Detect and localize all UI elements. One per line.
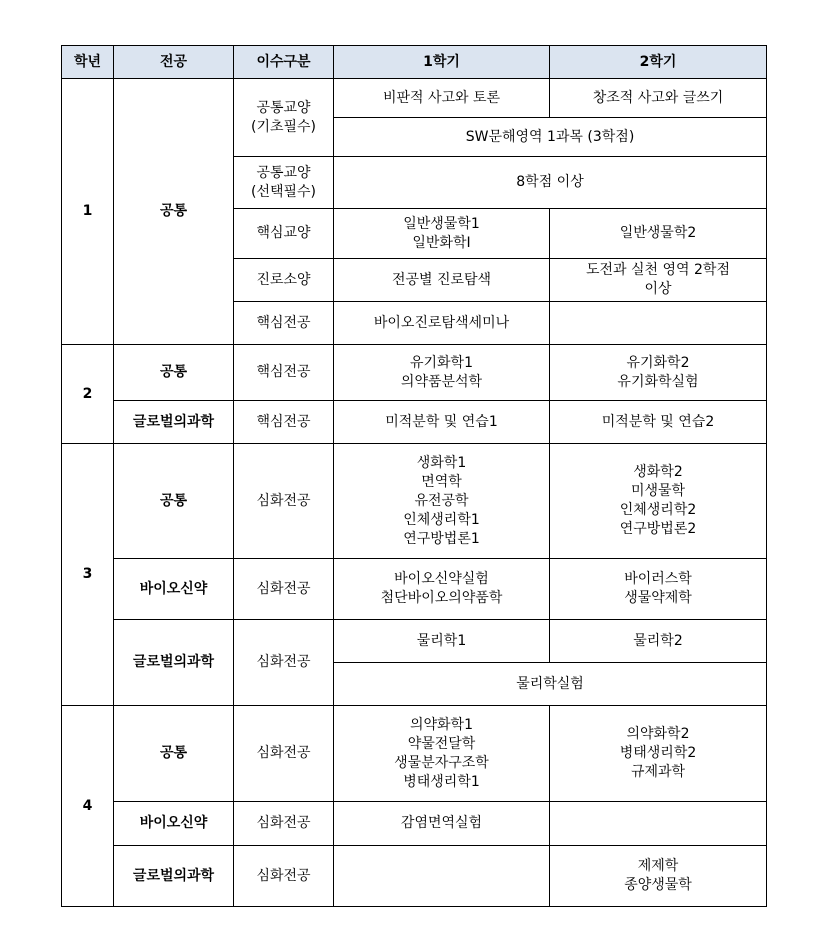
major-cell: 공통 [114,444,234,559]
semester-1-cell: 감염면역실험 [334,802,550,846]
major-cell: 공통 [114,706,234,802]
semester-1-cell: 일반생물학1 일반화학Ⅰ [334,209,550,259]
semester-1-cell: 유기화학1 의약품분석학 [334,345,550,401]
category-cell: 심화전공 [234,802,334,846]
category-cell: 심화전공 [234,706,334,802]
category-cell: 심화전공 [234,846,334,907]
semester-2-cell: 제제학 종양생물학 [550,846,767,907]
category-cell: 핵심전공 [234,302,334,345]
major-cell: 글로벌의과학 [114,846,234,907]
combined-semester-cell: SW문해영역 1과목 (3학점) [334,118,767,157]
semester-2-cell: 도전과 실천 영역 2학점 이상 [550,259,767,302]
semester-2-cell: 유기화학2 유기화학실험 [550,345,767,401]
category-cell: 심화전공 [234,559,334,620]
semester-2-cell: 의약화학2 병태생리학2 규제과학 [550,706,767,802]
semester-1-cell: 전공별 진로탐색 [334,259,550,302]
grade-cell: 4 [62,706,114,907]
semester-2-cell: 생화학2 미생물학 인체생리학2 연구방법론2 [550,444,767,559]
combined-semester-cell: 8학점 이상 [334,157,767,209]
category-cell: 심화전공 [234,444,334,559]
table-row [62,345,767,401]
semester-1-cell: 물리학1 [334,620,550,663]
grade-cell: 2 [62,345,114,444]
semester-1-cell: 비판적 사고와 토론 [334,79,550,118]
category-cell: 공통교양 (기초필수) [234,79,334,157]
semester-2-cell [550,802,767,846]
header-grade: 학년 [62,46,114,79]
major-cell: 글로벌의과학 [114,620,234,706]
table-row [62,620,767,663]
header-major: 전공 [114,46,234,79]
semester-2-cell: 바이러스학 생물약제학 [550,559,767,620]
semester-1-cell: 바이오진로탐색세미나 [334,302,550,345]
header-semester-1: 1학기 [334,46,550,79]
table-row [62,79,767,118]
curriculum-table [61,45,767,907]
table-row [62,846,767,907]
table-row [62,706,767,802]
semester-2-cell: 일반생물학2 [550,209,767,259]
header-row [62,46,767,79]
header-semester-2: 2학기 [550,46,767,79]
semester-2-cell: 미적분학 및 연습2 [550,401,767,444]
semester-1-cell: 의약화학1 약물전달학 생물분자구조학 병태생리학1 [334,706,550,802]
category-cell: 핵심교양 [234,209,334,259]
table-row [62,559,767,620]
table-row [62,444,767,559]
major-cell: 바이오신약 [114,802,234,846]
semester-1-cell: 미적분학 및 연습1 [334,401,550,444]
major-cell: 공통 [114,345,234,401]
semester-2-cell: 창조적 사고와 글쓰기 [550,79,767,118]
semester-2-cell [550,302,767,345]
major-cell: 공통 [114,79,234,345]
table-row [62,802,767,846]
category-cell: 핵심전공 [234,401,334,444]
category-cell: 핵심전공 [234,345,334,401]
major-cell: 바이오신약 [114,559,234,620]
grade-cell: 1 [62,79,114,345]
category-cell: 진로소양 [234,259,334,302]
semester-1-cell: 바이오신약실험 첨단바이오의약품학 [334,559,550,620]
semester-1-cell: 생화학1 면역학 유전공학 인체생리학1 연구방법론1 [334,444,550,559]
category-cell: 심화전공 [234,620,334,706]
semester-2-cell: 물리학2 [550,620,767,663]
table-row [62,401,767,444]
semester-1-cell [334,846,550,907]
grade-cell: 3 [62,444,114,706]
header-category: 이수구분 [234,46,334,79]
combined-semester-cell: 물리학실험 [334,663,767,706]
category-cell: 공통교양 (선택필수) [234,157,334,209]
major-cell: 글로벌의과학 [114,401,234,444]
